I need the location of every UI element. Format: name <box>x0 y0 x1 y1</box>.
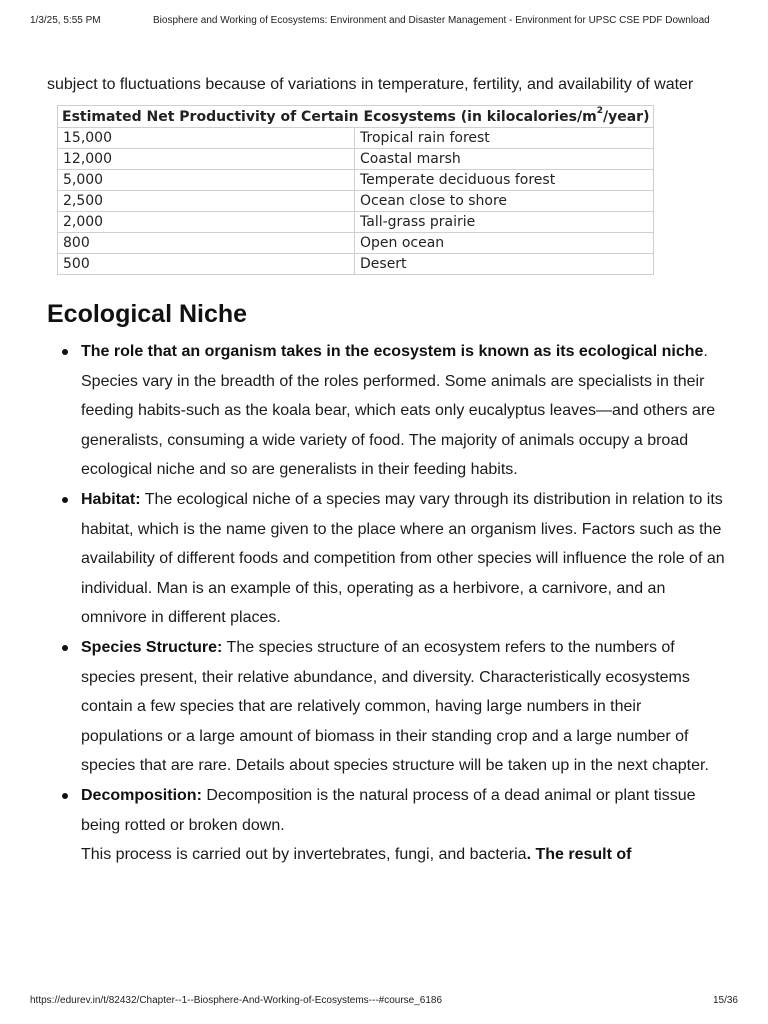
table-row <box>58 233 654 254</box>
continuation-text: This process is carried out by invertebrates, fungi, and bacteria <box>81 846 527 864</box>
print-url: https://edurev.in/t/82432/Chapter--1--Biosphere-And-Working-of-Ecosystems---#course_6186 <box>30 995 443 1006</box>
print-header <box>30 15 738 29</box>
page-counter: 15/36 <box>712 995 738 1006</box>
productivity-value: 2,000 <box>58 212 355 233</box>
table-row <box>58 212 654 233</box>
table-row <box>58 128 654 149</box>
ecosystem-name: Tall-grass prairie <box>355 212 654 233</box>
bullet-text: The ecological niche of a species may vary through its distribution in relation to its habitat, which is the name given to the place where an organism lives. Factors such as the availability of different foods and competition from other species will influence the role of an individual. Man is an example of this, operating as a herbivore, a carnivore, and an omnivore in different places. <box>81 490 725 627</box>
print-page-title: Biosphere and Working of Ecosystems: Environment and Disaster Management - Environment for UPSC CSE PDF Download <box>153 15 710 26</box>
print-footer <box>30 995 738 1009</box>
productivity-value: 12,000 <box>58 149 355 170</box>
bullet-text: The species structure of an ecosystem refers to the numbers of species present, their relative abundance, and diversity. Characteristically ecosystems contain a few species that are relatively common, having large numbers in their populations or a large amount of biomass in their standing crop and a large number of species that are rare. Details about species structure will be taken up in the next chapter. <box>81 638 709 775</box>
article-content <box>47 70 727 870</box>
bullet-continuation <box>81 840 727 870</box>
productivity-value: 15,000 <box>58 128 355 149</box>
productivity-value: 2,500 <box>58 191 355 212</box>
productivity-table <box>57 105 654 275</box>
table-caption <box>58 106 654 128</box>
bullet-text: . Species vary in the breadth of the roles performed. Some animals are specialists in their feeding habits-such as the koala bear, which eats only eucalyptus leaves—and others are generalists, consuming a wide variety of food. The majority of animals occupy a broad ecological niche and so are generalists in their feeding habits. <box>81 343 716 479</box>
table-row <box>58 170 654 191</box>
bullet-text: Decomposition is the natural process of a dead animal or plant tissue being rotted or broken down. <box>81 786 696 834</box>
niche-bullet-list <box>47 337 727 870</box>
ecosystem-name: Coastal marsh <box>355 149 654 170</box>
table-caption-text: Estimated Net Productivity of Certain Ecosystems (in kilocalories/m <box>62 109 597 125</box>
intro-paragraph: subject to fluctuations because of variations in temperature, fertility, and availability of water <box>47 76 694 93</box>
list-item <box>81 485 727 633</box>
productivity-value: 500 <box>58 254 355 275</box>
list-item <box>81 781 727 870</box>
bullet-bold-lead: The role that an organism takes in the ecosystem is known as its ecological niche <box>81 343 704 360</box>
table-caption-superscript: 2 <box>596 106 603 116</box>
table-caption-suffix: /year) <box>602 109 650 125</box>
print-datetime: 1/3/25, 5:55 PM <box>30 15 101 26</box>
section-heading: Ecological Niche <box>47 300 248 328</box>
table-row <box>58 191 654 212</box>
ecosystem-name: Ocean close to shore <box>355 191 654 212</box>
bullet-bold-lead: Species Structure: <box>81 638 223 656</box>
bullet-bold-lead: Habitat: <box>81 490 141 508</box>
table-row <box>58 149 654 170</box>
ecosystem-name: Open ocean <box>355 233 654 254</box>
productivity-value: 800 <box>58 233 355 254</box>
productivity-value: 5,000 <box>58 170 355 191</box>
ecosystem-name: Temperate deciduous forest <box>355 170 654 191</box>
ecosystem-name: Desert <box>355 254 654 275</box>
table-header-row <box>58 106 654 128</box>
table-row <box>58 254 654 275</box>
list-item <box>81 633 727 781</box>
productivity-table-wrapper <box>57 105 650 275</box>
continuation-bold: . The result of <box>526 846 632 864</box>
list-item <box>81 337 727 485</box>
ecosystem-name: Tropical rain forest <box>355 128 654 149</box>
bullet-bold-lead: Decomposition: <box>81 786 202 804</box>
